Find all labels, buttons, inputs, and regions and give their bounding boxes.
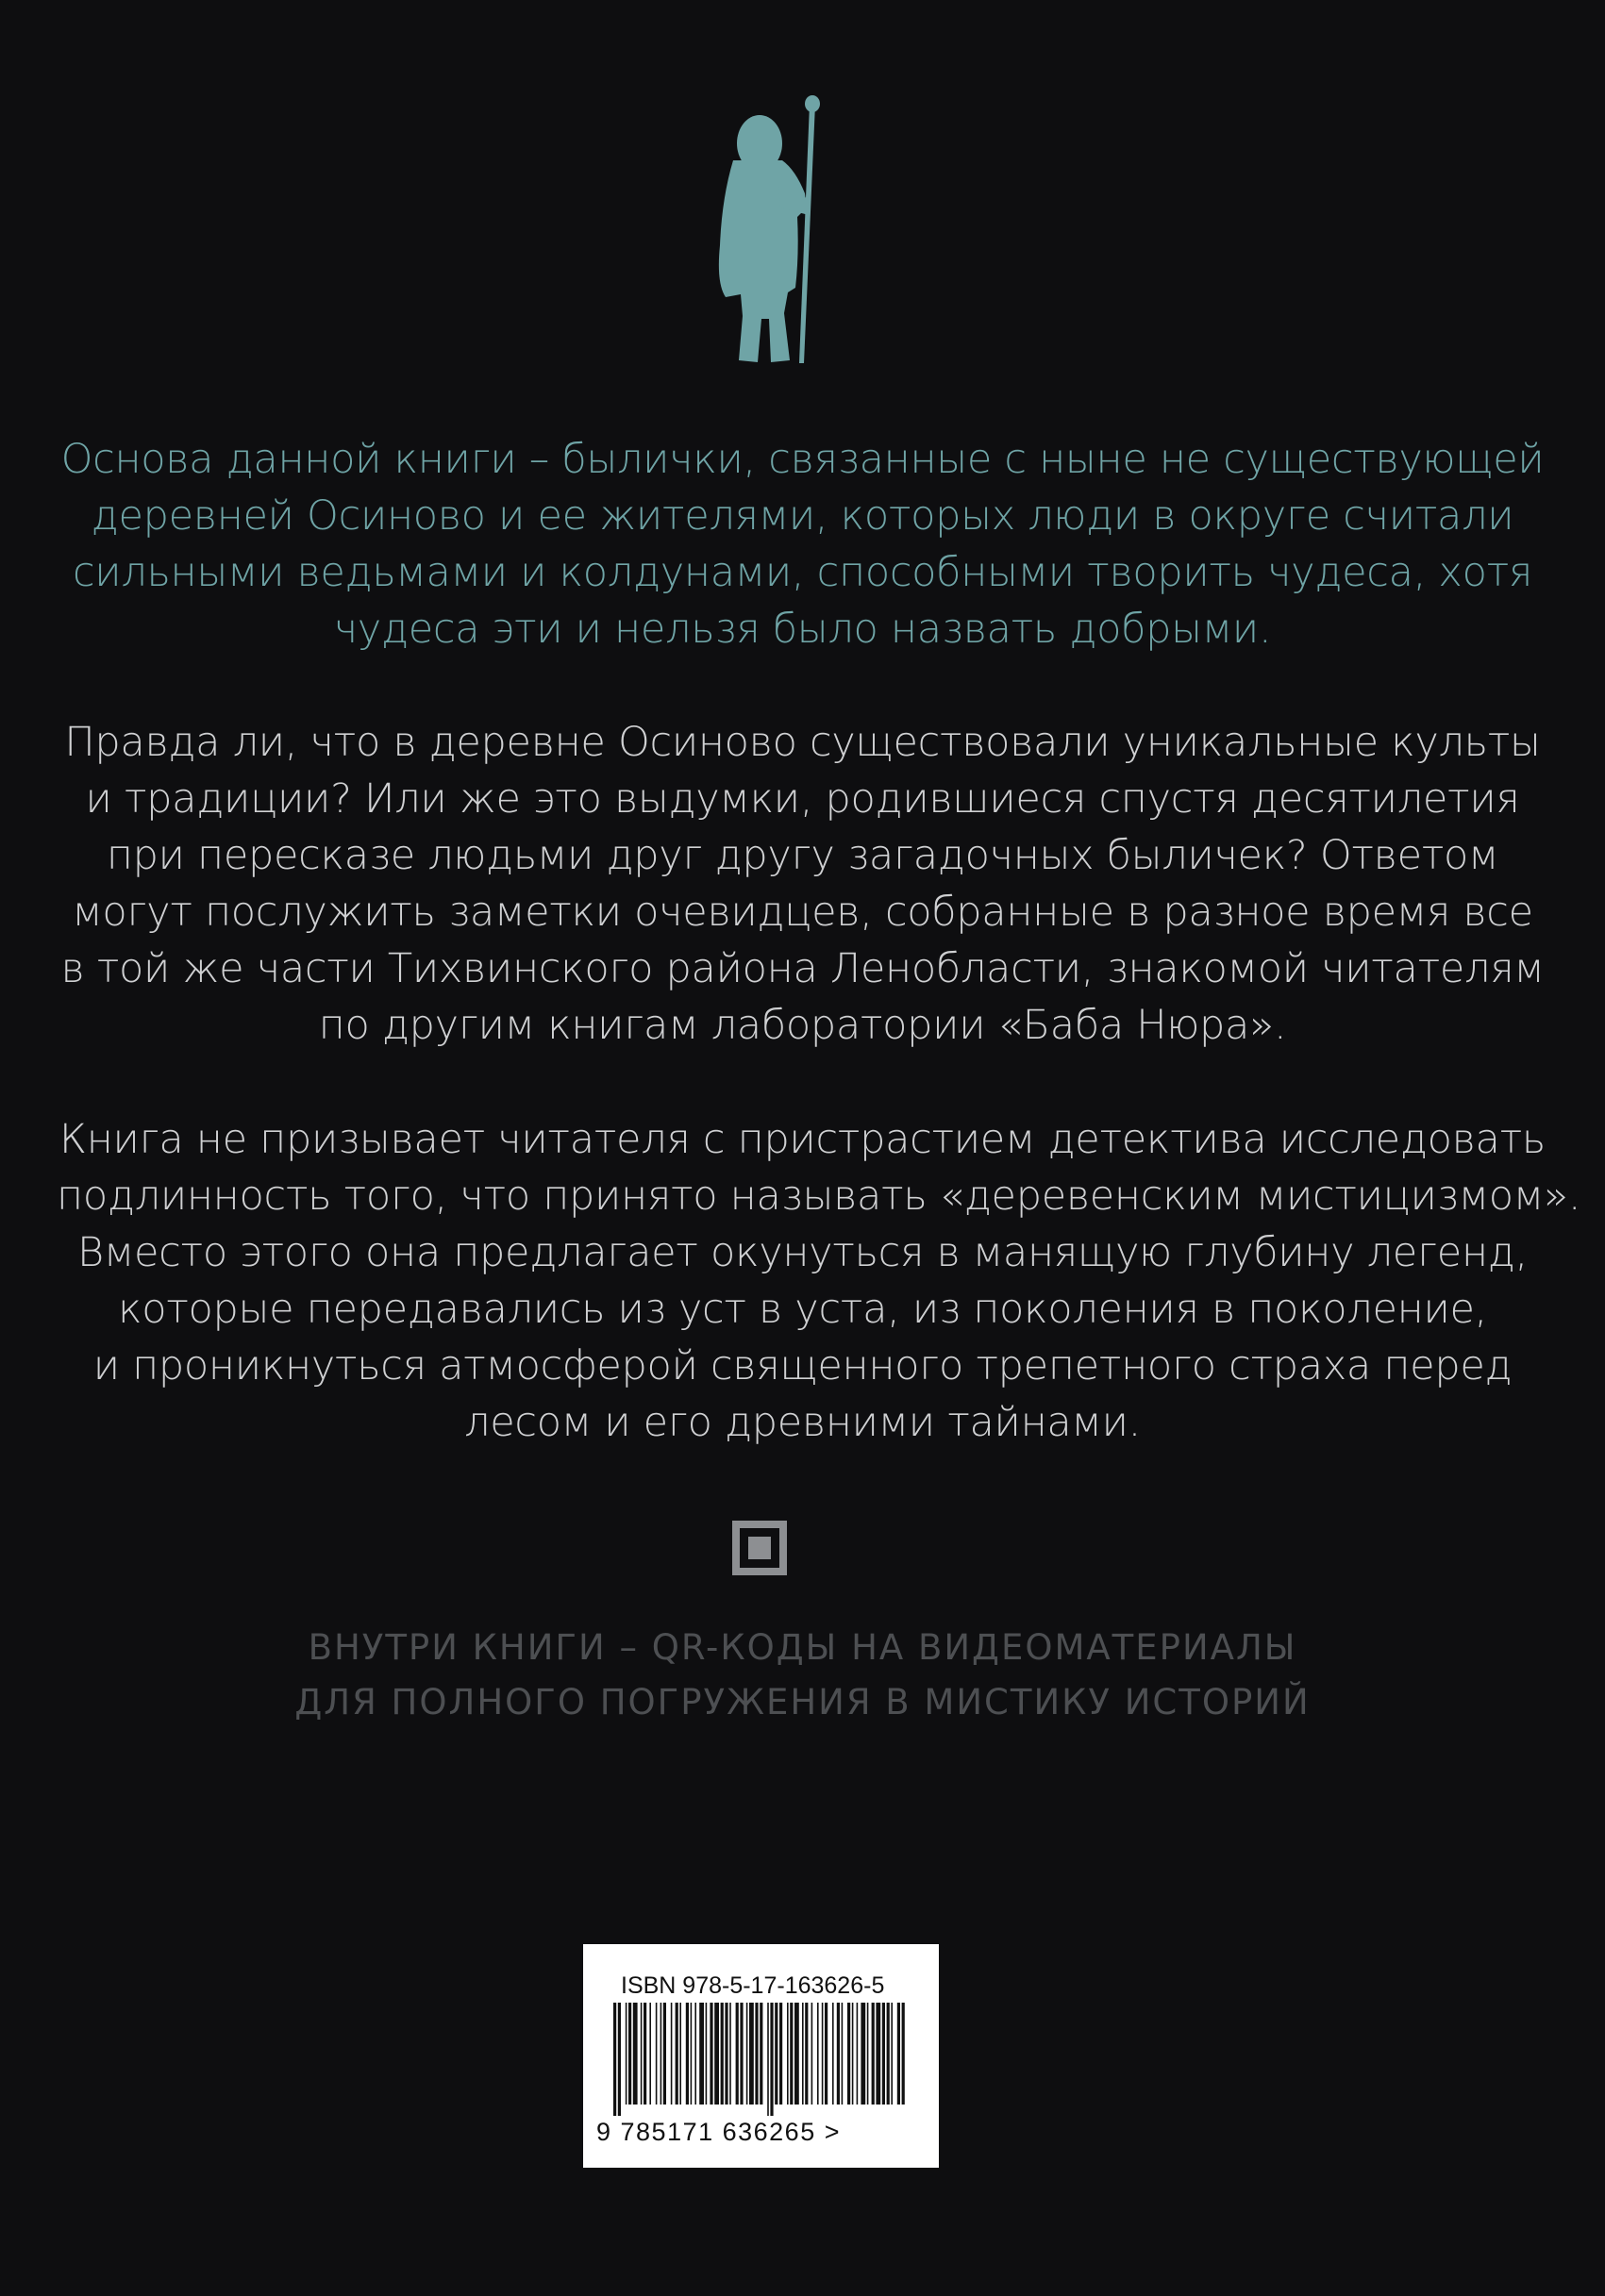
paragraph-line: могут послужить заметки очевидцев, собранные в разное время все xyxy=(72,889,1533,936)
paragraph-line: Вместо этого она предлагает окунуться в манящую глубину легенд, xyxy=(77,1229,1528,1276)
barcode-bar xyxy=(663,2003,666,2105)
barcode-bar xyxy=(740,2003,743,2105)
body-paragraph-1 xyxy=(57,714,1548,1054)
barcode-bar xyxy=(691,2003,693,2105)
paragraph-line: лесом и его древними тайнами. xyxy=(464,1399,1141,1446)
barcode-bar xyxy=(656,2003,658,2105)
barcode-bar xyxy=(822,2003,824,2105)
barcode-bars xyxy=(613,2003,911,2116)
barcode-bar xyxy=(897,2003,900,2105)
barcode-bar xyxy=(633,2003,638,2105)
wanderer-silhouette-icon xyxy=(712,94,835,368)
barcode-bar xyxy=(902,2003,905,2105)
intro-paragraph xyxy=(57,431,1548,657)
paragraph-line: и традиции? Или же это выдумки, родившиеся спустя десятилетия xyxy=(85,775,1520,823)
barcode-bar xyxy=(876,2003,880,2105)
barcode-bar xyxy=(721,2003,724,2105)
paragraph-line: которые передавались из уст в уста, из поколения в поколение, xyxy=(117,1286,1487,1333)
barcode-bar xyxy=(694,2003,696,2105)
barcode-bar xyxy=(891,2003,893,2105)
barcode-bar xyxy=(649,2003,651,2105)
barcode-bar xyxy=(802,2003,804,2105)
barcode-bar xyxy=(746,2003,748,2105)
barcode-bar xyxy=(660,2003,662,2105)
barcode-bar xyxy=(706,2003,708,2105)
barcode-bar xyxy=(755,2003,758,2105)
barcode-bar xyxy=(872,2003,875,2105)
barcode-bar xyxy=(790,2003,793,2105)
body-paragraph-2 xyxy=(57,1111,1581,1451)
barcode-bar xyxy=(628,2003,631,2105)
qr-square-icon xyxy=(732,1521,787,1575)
barcode-bar xyxy=(626,2003,627,2105)
qr-note-line: ВНУТРИ КНИГИ – QR-КОДЫ НА ВИДЕОМАТЕРИАЛЫ xyxy=(308,1627,1297,1668)
paragraph-line: Правда ли, что в деревне Осиново существовали уникальные культы xyxy=(64,719,1541,766)
barcode-bar xyxy=(710,2003,712,2105)
barcode-bar xyxy=(760,2003,762,2105)
barcode-bar xyxy=(842,2003,844,2105)
isbn-label: ISBN 978-5-17-163626-5 xyxy=(621,1972,885,1999)
paragraph-line: подлинность того, что принято называть «деревенским мистицизмом». xyxy=(57,1173,1581,1220)
intro-line: сильными ведьмами и колдунами, способными творить чудеса, хотя xyxy=(72,549,1533,596)
barcode-bar xyxy=(811,2003,813,2105)
paragraph-line: в той же части Тихвинского района Ленобласти, знакомой читателям xyxy=(60,945,1545,992)
barcode-bar xyxy=(699,2003,704,2105)
barcode-bar xyxy=(736,2003,739,2105)
barcode-bar xyxy=(847,2003,850,2105)
barcode-bar xyxy=(729,2003,731,2105)
paragraph-line: по другим книгам лаборатории «Баба Нюра». xyxy=(318,1002,1287,1049)
barcode-bar xyxy=(787,2003,789,2105)
barcode-bar xyxy=(887,2003,890,2105)
barcode-bar xyxy=(775,2003,777,2105)
barcode-bar xyxy=(794,2003,799,2105)
barcode-bar xyxy=(644,2003,646,2105)
isbn-barcode xyxy=(583,1944,939,2168)
barcode-bar xyxy=(714,2003,719,2105)
barcode-bar xyxy=(825,2003,828,2105)
qr-note xyxy=(57,1621,1548,1730)
barcode-bar xyxy=(767,2003,769,2116)
barcode-bar xyxy=(613,2003,616,2116)
paragraph-line: при пересказе людьми друг другу загадочных быличек? Ответом xyxy=(106,832,1499,879)
qr-note-line: ДЛЯ ПОЛНОГО ПОГРУЖЕНИЯ В МИСТИКУ ИСТОРИЙ xyxy=(294,1682,1311,1722)
barcode-bar xyxy=(852,2003,854,2105)
barcode-bar xyxy=(832,2003,834,2105)
barcode-bar xyxy=(817,2003,819,2105)
barcode-bar xyxy=(770,2003,773,2116)
paragraph-line: и проникнуться атмосферой священного трепетного страха перед xyxy=(92,1342,1513,1389)
ean-digits: 9 785171 636265 > xyxy=(596,2118,841,2146)
barcode-bar xyxy=(861,2003,865,2105)
barcode-bar xyxy=(686,2003,689,2105)
barcode-bar xyxy=(679,2003,681,2105)
barcode-bar xyxy=(857,2003,859,2105)
intro-line: деревней Осиново и ее жителями, которых люди в округе считали xyxy=(91,492,1514,540)
barcode-bar xyxy=(641,2003,643,2105)
barcode-bar xyxy=(882,2003,885,2105)
barcode-bar xyxy=(618,2003,621,2116)
barcode-bar xyxy=(749,2003,754,2105)
barcode-bar xyxy=(805,2003,808,2105)
barcode-bar xyxy=(867,2003,869,2105)
barcode-bar xyxy=(676,2003,678,2105)
barcode-bar xyxy=(837,2003,840,2105)
barcode-bar xyxy=(779,2003,782,2105)
barcode-bar xyxy=(725,2003,727,2105)
barcode-bar xyxy=(671,2003,673,2105)
intro-line: чудеса эти и нельзя было назвать добрыми. xyxy=(333,606,1272,653)
intro-line: Основа данной книги – былички, связанные с ныне не существующей xyxy=(60,436,1545,483)
paragraph-line: Книга не призывает читателя с пристрастием детектива исследовать xyxy=(59,1116,1546,1163)
